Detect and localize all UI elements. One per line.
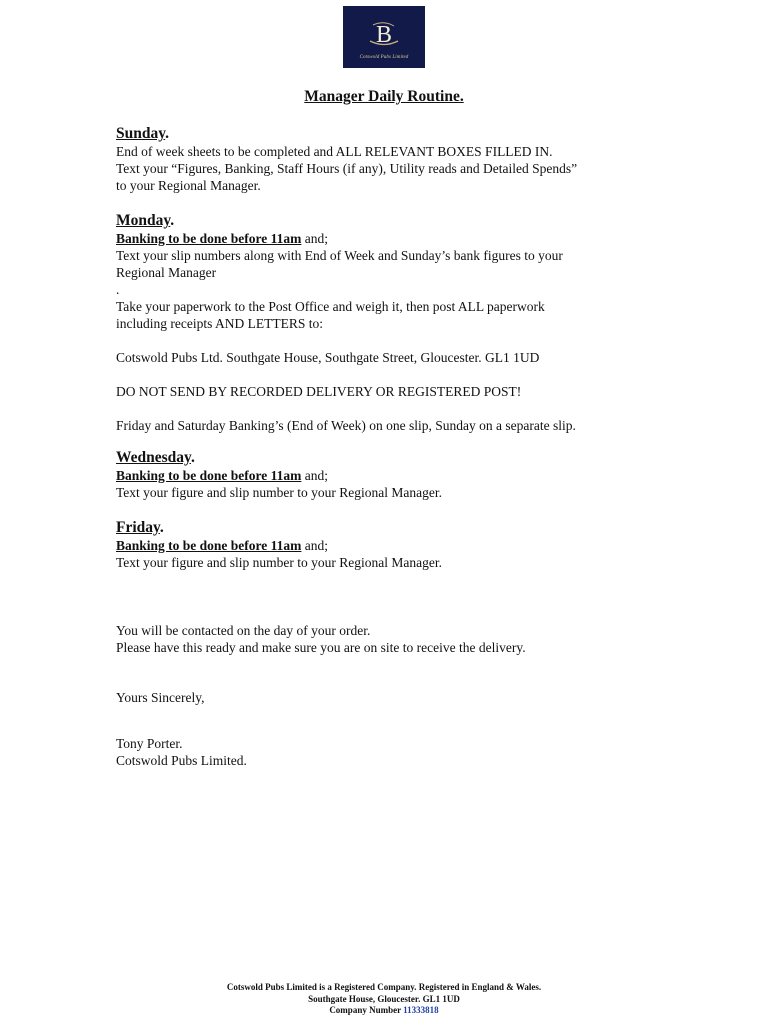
friday-banking-line: Banking to be done before 11am and; (116, 538, 329, 553)
sunday-line: Text your “Figures, Banking, Staff Hours (if any), Utility reads and Detailed Spends” (116, 161, 578, 176)
monday-line: Regional Manager (116, 265, 217, 280)
friday-section (116, 518, 676, 571)
closing-section (116, 622, 676, 656)
friday-heading: Friday. (116, 519, 164, 536)
sunday-line: End of week sheets to be completed and ALL RELEVANT BOXES FILLED IN. (116, 144, 553, 159)
monday-banking-line: Banking to be done before 11am and; (116, 231, 329, 246)
monday-warning: DO NOT SEND BY RECORDED DELIVERY OR REGISTERED POST! (116, 384, 522, 399)
logo-initial: B (375, 22, 393, 48)
page-footer (0, 982, 768, 1017)
monday-address: Cotswold Pubs Ltd. Southgate House, Southgate Street, Gloucester. GL1 1UD (116, 350, 540, 365)
sunday-line: to your Regional Manager. (116, 178, 261, 193)
monday-section (116, 211, 676, 434)
footer-registration: Cotswold Pubs Limited is a Registered Company. Registered in England & Wales. (226, 982, 542, 992)
monday-line: . (116, 282, 120, 297)
monday-line: Take your paperwork to the Post Office and weigh it, then post ALL paperwork (116, 299, 545, 314)
wednesday-banking-line: Banking to be done before 11am and; (116, 468, 329, 483)
signature-block (116, 735, 676, 769)
page-title: Manager Daily Routine. (304, 88, 464, 105)
company-logo (343, 6, 425, 68)
monday-note: Friday and Saturday Banking’s (End of Week) on one slip, Sunday on a separate slip. (116, 418, 576, 433)
signatory-company: Cotswold Pubs Limited. (116, 753, 247, 768)
wednesday-section (116, 448, 676, 501)
friday-line: Text your figure and slip number to your Regional Manager. (116, 555, 442, 570)
signoff-block (116, 689, 676, 706)
contact-line: You will be contacted on the day of your order. (116, 623, 371, 638)
logo-tagline: Cotswold Pubs Limited (359, 55, 409, 60)
sunday-section (116, 124, 676, 194)
logo-emblem-icon (364, 14, 404, 54)
contact-line: Please have this ready and make sure you are on site to receive the delivery. (116, 640, 526, 655)
signatory-name: Tony Porter. (116, 736, 183, 751)
monday-line: Text your slip numbers along with End of Week and Sunday’s bank figures to your (116, 248, 563, 263)
footer-address: Southgate House, Gloucester. GL1 1UD (308, 993, 460, 1004)
monday-line: including receipts AND LETTERS to: (116, 316, 323, 331)
wednesday-line: Text your figure and slip number to your Regional Manager. (116, 485, 442, 500)
footer-company-number: Company Number 11333818 (329, 1005, 439, 1015)
signoff: Yours Sincerely, (116, 690, 205, 705)
wednesday-heading: Wednesday. (116, 449, 195, 466)
sunday-heading: Sunday. (116, 125, 170, 142)
monday-heading: Monday. (116, 212, 175, 229)
